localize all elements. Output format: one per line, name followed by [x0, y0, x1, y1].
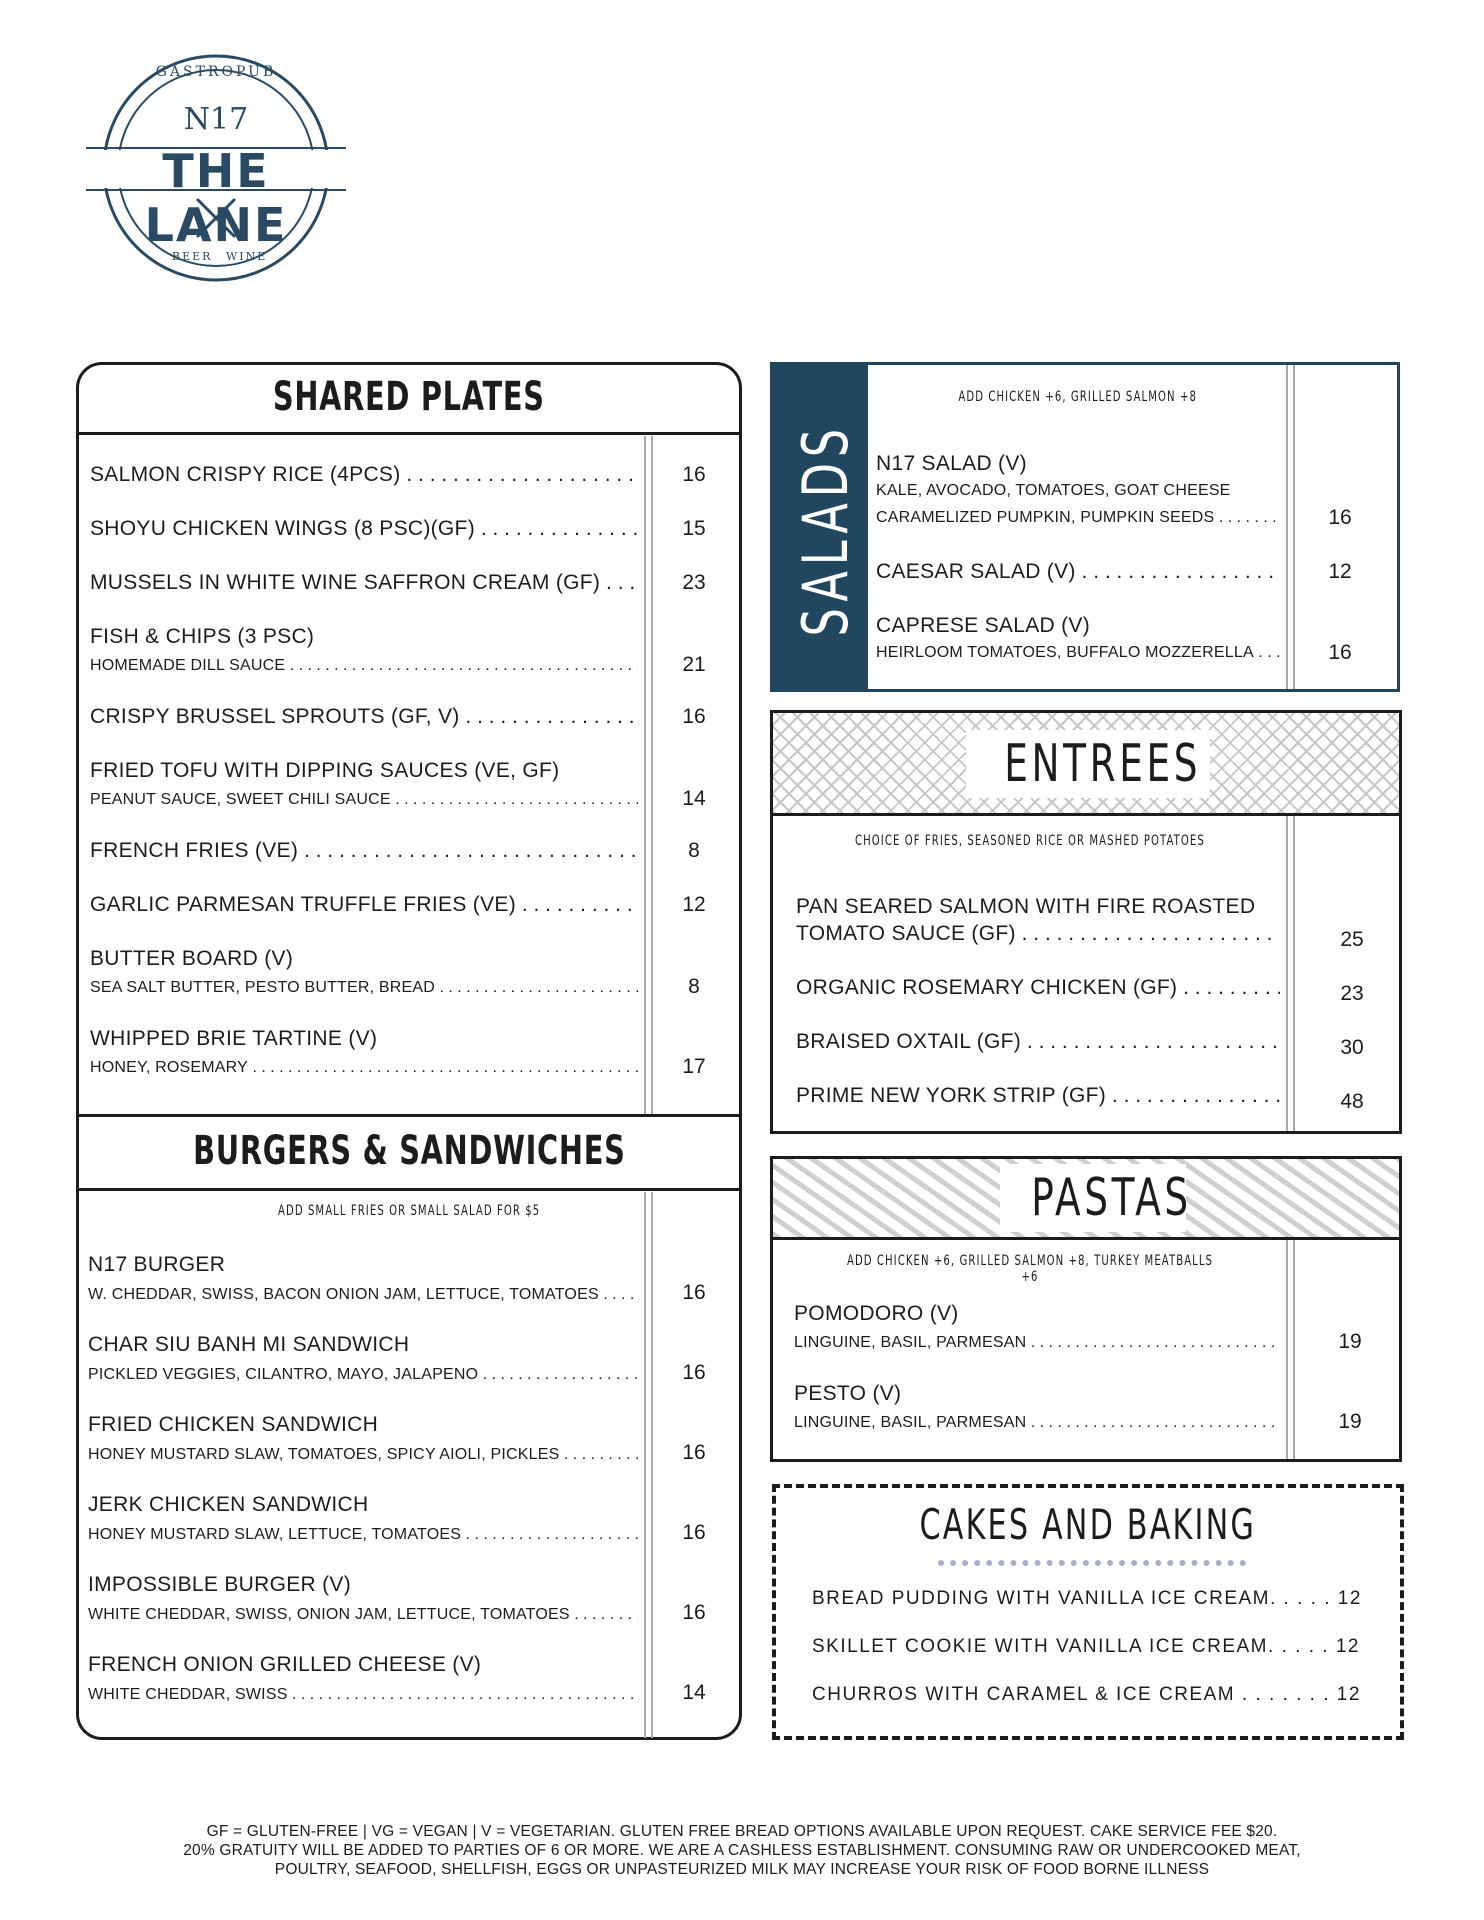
menu-item: JERK CHICKEN SANDWICH — [88, 1493, 369, 1516]
menu-item — [90, 571, 638, 595]
salads-title-wrap — [789, 380, 862, 680]
menu-item: PESTO (V) — [794, 1382, 902, 1405]
cake-name: BREAD PUDDING WITH VANILLA ICE CREAM — [812, 1588, 1270, 1609]
menu-item-line2 — [796, 922, 1280, 946]
item-price: 21 — [682, 653, 706, 676]
menu-item: FRENCH ONION GRILLED CHEESE (V) — [88, 1653, 482, 1676]
item-price: 16 — [682, 1361, 706, 1384]
item-name: TOMATO SAUCE (GF) — [796, 922, 1016, 945]
item-price: 12 — [1328, 560, 1352, 583]
logo-top-text: GASTROPUB — [155, 64, 277, 80]
item-desc-text: PICKLED VEGGIES, CILANTRO, MAYO, JALAPENO — [88, 1366, 479, 1383]
item-desc — [876, 509, 1280, 527]
item-price: 8 — [688, 839, 700, 862]
item-desc — [90, 657, 638, 675]
pastas-title-box — [1000, 1164, 1192, 1232]
cakes-dotted-rule — [938, 1560, 1246, 1566]
item-price: 25 — [1340, 928, 1364, 951]
logo-n17: N17 — [183, 102, 249, 137]
cake-name: CHURROS WITH CARAMEL & ICE CREAM — [812, 1684, 1236, 1705]
cake-dots: . . . . . — [1268, 1636, 1330, 1657]
item-desc-text: HEIRLOOM TOMATOES, BUFFALO MOZZERELLA — [876, 644, 1254, 661]
salads-note-wrap — [868, 388, 1288, 406]
burgers-title-wrap — [79, 1128, 739, 1174]
entrees-header-rule — [773, 813, 1399, 816]
menu-item — [90, 839, 638, 863]
item-price: 19 — [1338, 1410, 1362, 1433]
item-desc: KALE, AVOCADO, TOMATOES, GOAT CHEESE — [876, 482, 1231, 499]
cake-name: SKILLET COOKIE WITH VANILLA ICE CREAM — [812, 1636, 1269, 1657]
item-price: 16 — [682, 1521, 706, 1544]
cake-price: 12 — [1335, 1636, 1360, 1657]
item-price: 16 — [682, 1441, 706, 1464]
item-desc-text: HOMEMADE DILL SAUCE — [90, 657, 286, 674]
item-price: 14 — [682, 1681, 706, 1704]
menu-item: IMPOSSIBLE BURGER (V) — [88, 1573, 352, 1596]
item-price: 23 — [1340, 982, 1364, 1005]
cake-price: 12 — [1336, 1684, 1361, 1705]
entrees-title: ENTREES — [1004, 734, 1202, 794]
item-price: 16 — [1328, 641, 1352, 664]
item-price: 8 — [688, 975, 700, 998]
menu-item: WHIPPED BRIE TARTINE (V) — [90, 1027, 378, 1050]
item-desc-text: HONEY MUSTARD SLAW, TOMATOES, SPICY AIOLI, PICKLES — [88, 1446, 560, 1463]
burgers-note-wrap — [79, 1202, 739, 1220]
item-price: 15 — [682, 517, 706, 540]
menu-item — [90, 463, 638, 487]
item-name: ORGANIC ROSEMARY CHICKEN (GF) — [796, 976, 1178, 999]
salads-price-divider — [1286, 365, 1295, 689]
item-price: 23 — [682, 571, 706, 594]
item-price: 16 — [682, 1601, 706, 1624]
salads-title: SALADS — [789, 423, 862, 637]
menu-item: FRIED TOFU WITH DIPPING SAUCES (VE, GF) — [90, 759, 560, 782]
item-desc — [88, 1446, 638, 1464]
menu-item — [90, 705, 638, 729]
item-desc-text: WHITE CHEDDAR, SWISS — [88, 1686, 288, 1703]
item-name: PRIME NEW YORK STRIP (GF) — [796, 1084, 1107, 1107]
item-desc — [794, 1334, 1280, 1352]
item-price: 16 — [682, 463, 706, 486]
item-desc — [876, 644, 1280, 662]
cake-dots: . . . . . — [1270, 1588, 1332, 1609]
logo-name: THE LANE — [144, 144, 288, 252]
entrees-note-wrap — [773, 832, 1287, 850]
menu-item — [796, 976, 1280, 1000]
cake-item — [812, 1684, 1361, 1706]
footer-line: POULTRY, SEAFOOD, SHELLFISH, EGGS OR UNPASTEURIZED MILK MAY INCREASE YOUR RISK OF FOOD BORNE ILLNESS — [274, 1861, 1210, 1878]
item-price: 16 — [682, 705, 706, 728]
item-desc — [90, 1059, 638, 1077]
entrees-price-divider — [1286, 816, 1295, 1131]
cake-dots: . . . . . . . — [1241, 1684, 1331, 1705]
pastas-title: PASTAS — [1031, 1168, 1192, 1228]
footer-line: GF = GLUTEN-FREE | VG = VEGAN | V = VEGETARIAN. GLUTEN FREE BREAD OPTIONS AVAILABLE UPON REQUEST. CAKE SERVICE FEE $20. — [206, 1823, 1278, 1840]
item-name: BRAISED OXTAIL (GF) — [796, 1030, 1022, 1053]
item-desc-text: LINGUINE, BASIL, PARMESAN — [794, 1334, 1027, 1351]
item-name: CRISPY BRUSSEL SPROUTS (GF, V) — [90, 705, 460, 728]
logo-wine: WINE — [226, 250, 268, 263]
menu-item: CAPRESE SALAD (V) — [876, 614, 1090, 637]
menu-item — [796, 1084, 1280, 1108]
menu-item: N17 BURGER — [88, 1253, 226, 1276]
item-desc-text: PEANUT SAUCE, SWEET CHILI SAUCE — [90, 791, 391, 808]
item-desc-text: CARAMELIZED PUMPKIN, PUMPKIN SEEDS — [876, 509, 1215, 526]
shared-plates-rule — [79, 432, 739, 435]
menu-item: FRIED CHICKEN SANDWICH — [88, 1413, 379, 1436]
menu-item: FISH & CHIPS (3 PSC) — [90, 625, 315, 648]
item-price: 16 — [682, 1281, 706, 1304]
item-name: CAESAR SALAD (V) — [876, 560, 1076, 583]
menu-item — [90, 893, 638, 917]
left-price-divider — [644, 436, 653, 1116]
menu-item: BUTTER BOARD (V) — [90, 947, 294, 970]
entrees-note: CHOICE OF FRIES, SEASONED RICE OR MASHED POTATOES — [855, 833, 1205, 849]
left-price-divider-2 — [644, 1192, 653, 1738]
menu-item — [796, 1030, 1280, 1054]
menu-item: CHAR SIU BANH MI SANDWICH — [88, 1333, 410, 1356]
item-price: 17 — [682, 1055, 706, 1078]
cakes-title: CAKES AND BAKING — [919, 1500, 1257, 1549]
shared-plates-title: SHARED PLATES — [273, 374, 545, 420]
item-price: 12 — [682, 893, 706, 916]
item-desc-text: WHITE CHEDDAR, SWISS, ONION JAM, LETTUCE, TOMATOES — [88, 1606, 570, 1623]
item-desc-text: SEA SALT BUTTER, PESTO BUTTER, BREAD — [90, 979, 436, 996]
item-price: 16 — [1328, 506, 1352, 529]
item-desc-text: W. CHEDDAR, SWISS, BACON ONION JAM, LETTUCE, TOMATOES — [88, 1286, 599, 1303]
item-name: SALMON CRISPY RICE (4PCS) — [90, 463, 401, 486]
item-desc — [88, 1366, 638, 1384]
item-desc — [88, 1606, 638, 1624]
logo — [86, 50, 346, 286]
entrees-title-box — [966, 730, 1210, 798]
menu-item: N17 SALAD (V) — [876, 452, 1027, 475]
item-price: 19 — [1338, 1330, 1362, 1353]
shared-plates-title-wrap — [79, 374, 739, 420]
footer-disclaimer — [40, 1822, 1444, 1879]
pastas-note-wrap — [773, 1253, 1287, 1286]
item-name: MUSSELS IN WHITE WINE SAFFRON CREAM (GF) — [90, 571, 601, 594]
burgers-top-rule — [79, 1114, 739, 1117]
cake-item — [812, 1636, 1360, 1658]
item-desc — [88, 1686, 638, 1704]
footer-line: 20% GRATUITY WILL BE ADDED TO PARTIES OF 6 OR MORE. WE ARE A CASHLESS ESTABLISHMENT. CONSUMING RAW OR UNDERCOOKED MEAT, — [183, 1842, 1301, 1859]
burgers-title: BURGERS & SANDWICHES — [192, 1128, 626, 1174]
logo-beer: BEER — [172, 250, 213, 263]
pastas-note: ADD CHICKEN +6, GRILLED SALMON +8, TURKEY MEATBALLS +6 — [846, 1253, 1214, 1285]
item-desc-text: LINGUINE, BASIL, PARMESAN — [794, 1414, 1027, 1431]
item-price: 14 — [682, 787, 706, 810]
item-desc-text: HONEY, ROSEMARY — [90, 1059, 249, 1076]
menu-item — [876, 560, 1280, 584]
menu-item: PAN SEARED SALMON WITH FIRE ROASTED — [796, 895, 1256, 918]
burgers-note: ADD SMALL FRIES OR SMALL SALAD FOR $5 — [277, 1203, 541, 1219]
item-desc — [88, 1286, 638, 1304]
cake-price: 12 — [1337, 1588, 1362, 1609]
item-desc — [90, 791, 638, 809]
pastas-price-divider — [1286, 1240, 1295, 1459]
item-desc — [90, 979, 638, 997]
cake-item — [812, 1588, 1362, 1610]
burgers-rule — [79, 1188, 739, 1191]
item-name: SHOYU CHICKEN WINGS (8 PSC)(GF) — [90, 517, 475, 540]
salads-note: ADD CHICKEN +6, GRILLED SALMON +8 — [958, 389, 1198, 405]
item-price: 48 — [1340, 1090, 1364, 1113]
item-price: 30 — [1340, 1036, 1364, 1059]
item-desc — [794, 1414, 1280, 1432]
item-desc-text: HONEY MUSTARD SLAW, LETTUCE, TOMATOES — [88, 1526, 462, 1543]
item-name: GARLIC PARMESAN TRUFFLE FRIES (VE) — [90, 893, 516, 916]
pastas-header-rule — [773, 1237, 1399, 1240]
cakes-title-wrap — [772, 1500, 1404, 1549]
item-desc — [88, 1526, 638, 1544]
menu-item — [90, 517, 638, 541]
menu-item: POMODORO (V) — [794, 1302, 959, 1325]
item-name: FRENCH FRIES (VE) — [90, 839, 299, 862]
